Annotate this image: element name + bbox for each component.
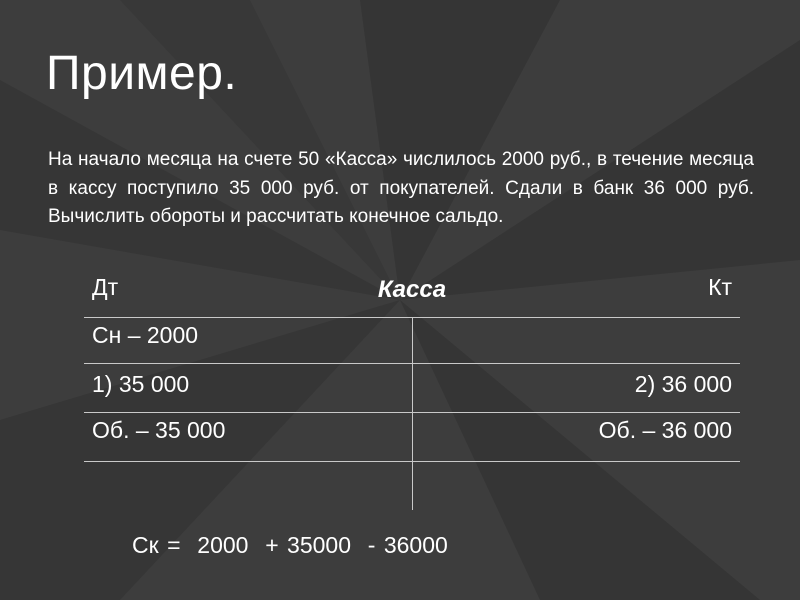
debit-turnover: Об. – 35 000	[92, 417, 226, 443]
account-name: Касса	[377, 276, 447, 303]
row-divider	[84, 363, 740, 364]
credit-turnover: Об. – 36 000	[598, 417, 732, 443]
row-divider	[84, 461, 740, 462]
t-account	[84, 264, 740, 514]
debit-header: Дт	[92, 274, 119, 300]
opening-balance: Сн – 2000	[92, 322, 199, 348]
closing-balance-formula: Ск = 2000 + 35000 - 36000	[132, 532, 448, 558]
slide-title: Пример.	[46, 47, 238, 100]
credit-entry-2: 2) 36 000	[634, 371, 732, 397]
problem-text: На начало месяца на счете 50 «Касса» числилось 2000 руб., в течение месяца в кассу поступило 35 000 руб. от покупателей. Сдали в банк 36 000 руб. Вычислить обороты и рассчитать конечное сальдо.	[48, 149, 754, 227]
row-divider	[84, 412, 740, 413]
center-divider	[412, 317, 413, 510]
debit-entry-1: 1) 35 000	[92, 371, 190, 397]
credit-header: Кт	[708, 274, 732, 300]
